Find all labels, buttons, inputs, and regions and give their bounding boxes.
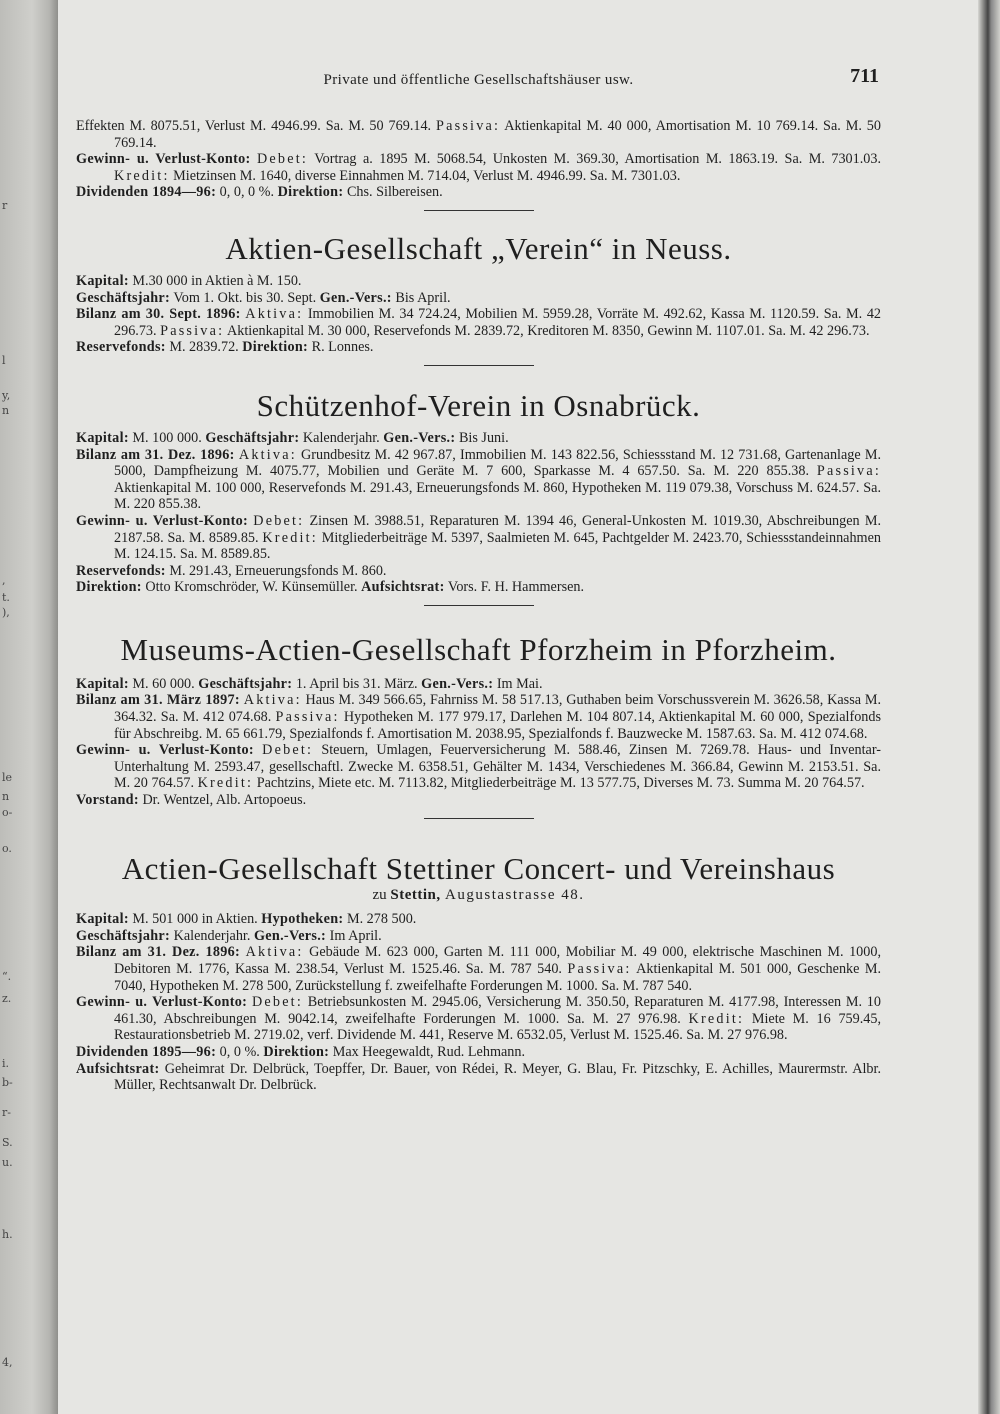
- document-page: [76, 65, 882, 1094]
- heading-osnabrueck: Schützenhof-Verein in Osnabrück.: [256, 387, 701, 423]
- supervisory-board-line: Aufsichtsrat: Geheimrat Dr. Delbrück, Toepffer, Dr. Bauer, von Rédei, R. Meyer, G. Blau, Fr. Pitzschky, E. Achilles, Maurermstr. Albr. Müller, Rechtsanwalt Dr. Delbrück.: [76, 1060, 881, 1094]
- heading-neuss: Aktien-Gesellschaft „Verein“ in Neuss.: [225, 230, 732, 266]
- profit-loss-account: Gewinn- u. Verlust-Konto: Debet: Vortrag a. 1895 M. 5068.54, Unkosten M. 369.30, Amortisation M. 1863.19. Sa. M. 7301.03. Kredit: Mietzinsen M. 1640, diverse Einnahmen M. 714.04, Verlust M. 4946.99. Sa. M. 7301.03.: [76, 151, 882, 184]
- running-head-title: Private und öffentliche Gesellschaftshäuser usw.: [323, 72, 634, 88]
- section-divider: [424, 818, 534, 819]
- reserve-fund-line: Reservefonds: M. 2839.72. Direktion: R. Lonnes.: [76, 339, 374, 356]
- section-divider: [424, 605, 534, 606]
- balance-sheet: Bilanz am 31. Dez. 1896: Aktiva: Grundbesitz M. 42 967.87, Immobilien M. 143 822.56, Schiessstand M. 12 731.68, Gartenanlage M. 5000, Dampfheizung M. 4075.77, Mobilien und Geräte M. 7 600, Sparkasse M. 4 657.50. Sa. M. 220 855.38. Passiva: Aktienkapital M. 100 000, Reservefonds M. 291.43, Erneuerungsfonds M. 860, Hypotheken M. 119 079.38, Vorschuss M. 624.57. Sa. M. 220 855.38.: [76, 446, 882, 513]
- section-divider: [424, 365, 534, 366]
- entry-stettin: [76, 911, 881, 1094]
- profit-loss-account: Gewinn- u. Verlust-Konto: Debet: Steuern, Umlagen, Feuerversicherung M. 588.46, Zinsen M. 7269.78. Haus- und Inventar-Unterhaltung M. 2593.47, gesellschaftl. Zwecke M. 6358.51, Gehälter M. 1434, Verschiedenes M. 366.84, Gewinn M. 2153.51. Sa. M. 20 764.57. Kredit: Pachtzins, Miete etc. M. 7113.82, Mitgliederbeiträge M. 13 577.75, Diverses M. 73. Summa M. 20 764.57.: [76, 742, 882, 792]
- board-line: Vorstand: Dr. Wentzel, Alb. Artopoeus.: [76, 792, 307, 809]
- capital-line: Kapital: M. 60 000. Geschäftsjahr: 1. April bis 31. März. Gen.-Vers.: Im Mai.: [76, 675, 543, 692]
- running-head: [76, 65, 881, 92]
- balance-sheet: Bilanz am 31. März 1897: Aktiva: Haus M. 349 566.65, Fahrniss M. 58 517.13, Guthaben beim Vorschussverein M. 3626.58, Kassa M. 364.32. Sa. M. 412 074.68. Passiva: Hypotheken M. 177 979.17, Darlehen M. 104 807.14, Aktienkapital M. 60 000, Spezialfonds für Abschreibg. M. 65 661.79, Spezialfonds f. Amortisation M. 2038.95, Spezialfonds f. Bauzwecke M. 1587.63. Sa. M. 412 074.68.: [76, 692, 881, 742]
- entry-osnabrueck: [76, 430, 881, 596]
- page-number: 711: [850, 65, 879, 87]
- capital-line: Kapital: M. 100 000. Geschäftsjahr: Kalenderjahr. Gen.-Vers.: Bis Juni.: [76, 429, 509, 446]
- heading-pforzheim: Museums-Actien-Gesellschaft Pforzheim in Pforzheim.: [120, 631, 837, 667]
- balance-continuation: Effekten M. 8075.51, Verlust M. 4946.99. Sa. M. 50 769.14. Passiva: Aktienkapital M. 40 000, Amortisation M. 10 769.14. Sa. M. 50 769.14.: [76, 118, 881, 151]
- fiscal-year-line: Geschäftsjahr: Vom 1. Okt. bis 30. Sept. Gen.-Vers.: Bis April.: [76, 289, 451, 306]
- fiscal-year-line: Geschäftsjahr: Kalenderjahr. Gen.-Vers.: Im April.: [76, 927, 382, 944]
- balance-sheet: Bilanz am 31. Dez. 1896: Aktiva: Gebäude M. 623 000, Garten M. 111 000, Mobiliar M. 49 000, elektrische Maschinen M. 1000, Debitoren M. 1776, Kassa M. 238.54, Verlust M. 1525.46. Sa. M. 787 540. Passiva: Aktienkapital M. 501 000, Geschenke M. 7040, Hypotheken M. 278 500, Zurückstellung f. zweifelhafte Forderungen M. 1000. Sa. M. 787 540.: [76, 944, 881, 994]
- balance-sheet: Bilanz am 30. Sept. 1896: Aktiva: Immobilien M. 34 724.24, Mobilien M. 5959.28, Vorräte M. 492.62, Kassa M. 1120.59. Sa. M. 42 296.73. Passiva: Aktienkapital M. 30 000, Reservefonds M. 2839.72, Kreditoren M. 8350, Gewinn M. 1107.01. Sa. M. 42 296.73.: [76, 306, 882, 339]
- capital-line: Kapital: M.30 000 in Aktien à M. 150.: [76, 272, 302, 289]
- dividends-line: Dividenden 1894—96: 0, 0, 0 %. Direktion: Chs. Silbereisen.: [76, 184, 443, 201]
- entry-neuss: [76, 273, 881, 356]
- subheading-stettin: zu Stettin, Augustastrasse 48.: [372, 886, 585, 903]
- entry-continuation: [76, 118, 881, 201]
- page-edge-shadow: [978, 0, 1000, 1414]
- dividends-line: Dividenden 1895—96: 0, 0 %. Direktion: Max Heegewaldt, Rud. Lehmann.: [76, 1043, 526, 1060]
- entry-pforzheim: [76, 676, 881, 809]
- management-line: Direktion: Otto Kromschröder, W. Künsemüller. Aufsichtsrat: Vors. F. H. Hammersen.: [76, 579, 585, 596]
- profit-loss-account: Gewinn- u. Verlust-Konto: Debet: Betriebsunkosten M. 2945.06, Versicherung M. 350.50, Reparaturen M. 4177.98, Interessen M. 10 461.30, Abschreibungen M. 9042.14, zweifelhafte Forderungen M. 1000. Sa. M. 27 976.98. Kredit: Miete M. 16 759.45, Restaurationsbetrieb M. 2719.02, verf. Dividende M. 441, Reserve M. 6532.05, Verlust M. 1525.46. Sa. M. 27 976.98.: [76, 994, 882, 1044]
- capital-line: Kapital: M. 501 000 in Aktien. Hypotheken: M. 278 500.: [76, 911, 417, 928]
- reserve-fund-line: Reservefonds: M. 291.43, Erneuerungsfonds M. 860.: [76, 562, 387, 579]
- profit-loss-account: Gewinn- u. Verlust-Konto: Debet: Zinsen M. 3988.51, Reparaturen M. 1394 46, General-Unkosten M. 1019.30, Abschreibungen M. 2187.58. Sa. M. 8589.85. Kredit: Mitgliederbeiträge M. 5397, Saalmieten M. 645, Pachtgelder M. 2423.70, Schiessstandeinnahmen M. 124.15. Sa. M. 8589.85.: [76, 512, 881, 563]
- heading-stettin: Actien-Gesellschaft Stettiner Concert- und Vereinshaus: [121, 850, 836, 886]
- section-divider: [424, 210, 534, 211]
- margin-fragments: r l y, n ̀, t. ), le n o- o. “. z. i. b- r- S. u. h. 4,: [2, 199, 13, 1369]
